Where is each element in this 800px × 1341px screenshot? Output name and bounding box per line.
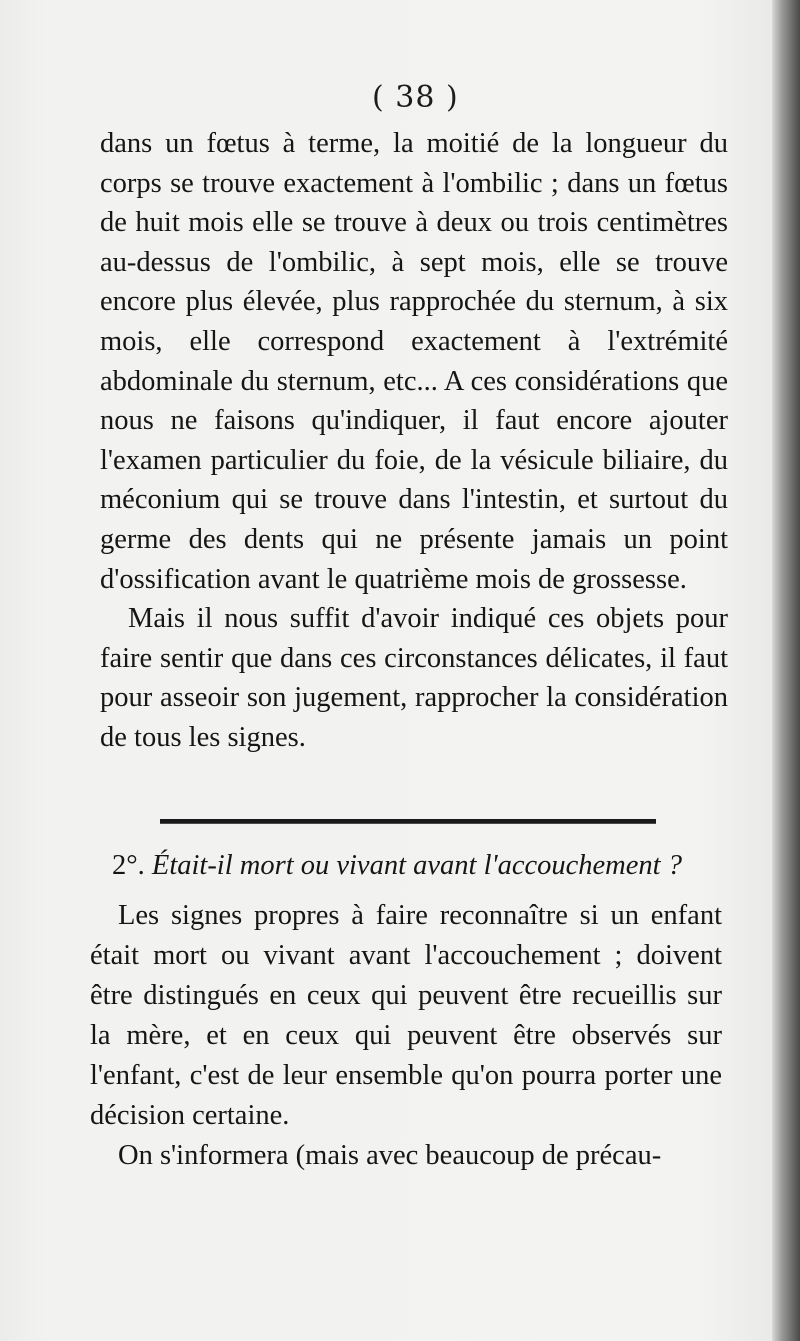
section1-body xyxy=(100,124,728,758)
section-heading xyxy=(112,846,732,886)
section-number: 2°. xyxy=(112,850,145,881)
paragraph-1: dans un fœtus à terme, la moitié de la longueur du corps se trouve exactement à l'ombilic ; dans un fœtus de huit mois elle se trouve à deux ou trois centimètres au-dessus de l'ombilic, à sept mois, elle se trouve encore plus élevée, plus rapprochée du sternum, à six mois, elle correspond exactement à l'extrémité abdominale du sternum, etc... A ces considérations que nous ne faisons qu'indiquer, il faut encore ajouter l'examen particulier du foie, de la vésicule biliaire, du méconium qui se trouve dans l'intestin, et surtout du germe des dents qui ne présente jamais un point d'ossification avant le quatrième mois de grossesse. xyxy=(100,128,728,595)
page-edge-shadow xyxy=(772,0,800,1341)
section-title: Était-il mort ou vivant avant l'accouchement ? xyxy=(151,850,682,881)
paragraph-2: Mais il nous suffit d'avoir indiqué ces objets pour faire sentir que dans ces circonstances délicates, il faut pour asseoir son jugement, rapprocher la considération de tous les signes. xyxy=(100,603,728,753)
page-number: ( 38 ) xyxy=(372,80,459,115)
section2-body xyxy=(90,896,722,1176)
section-divider xyxy=(160,819,656,824)
paragraph-4: On s'informera (mais avec beaucoup de précau- xyxy=(118,1140,662,1171)
paragraph-3: Les signes propres à faire reconnaître si un enfant était mort ou vivant avant l'accouchement ; doivent être distingués en ceux qui peuvent être recueillis sur la mère, et en ceux qui peuvent être observés sur l'enfant, c'est de leur ensemble qu'on pourra porter une décision certaine. xyxy=(90,900,722,1131)
